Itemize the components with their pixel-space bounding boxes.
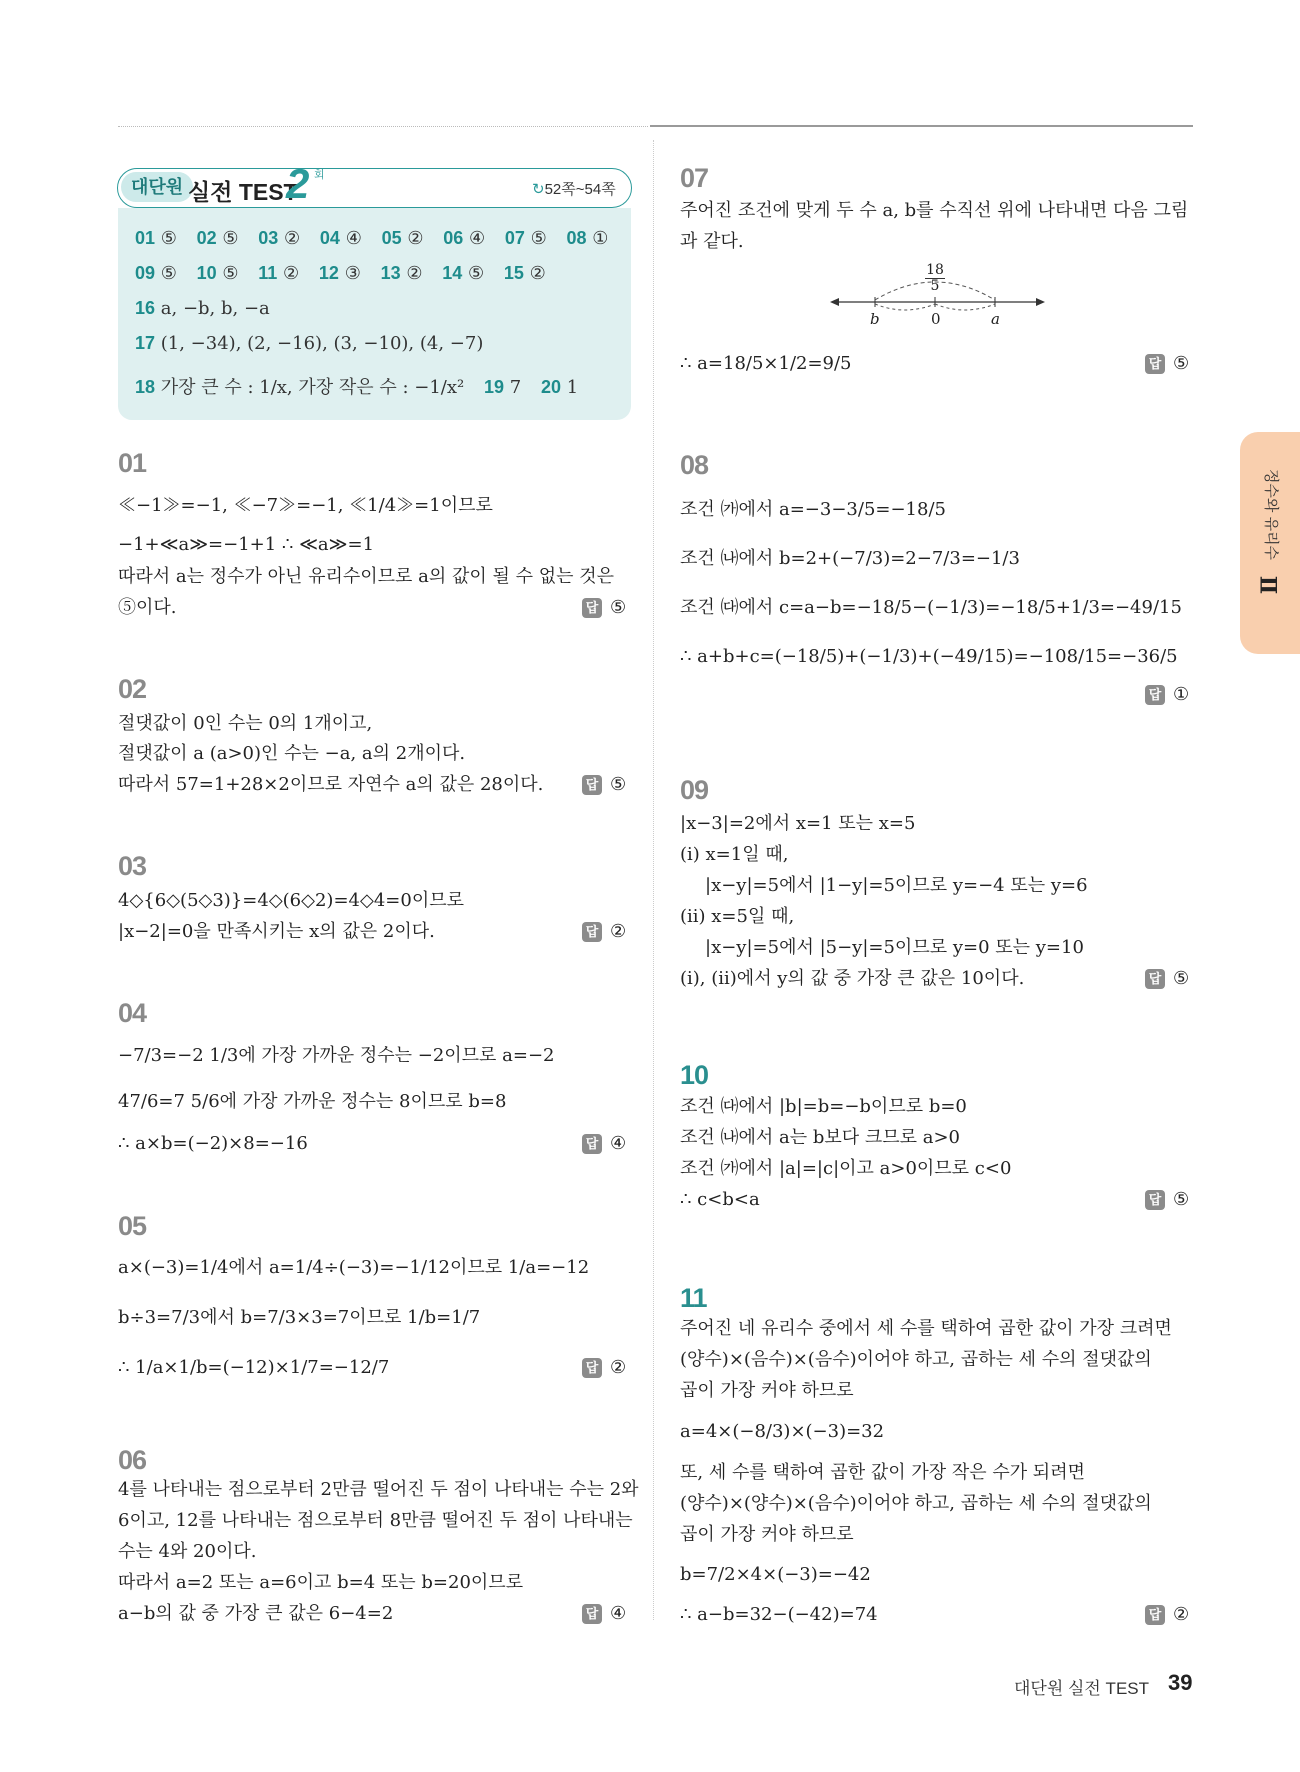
key-number: 05: [381, 228, 402, 248]
solution-line: 조건 ㈎에서 a=−3−3/5=−18/5: [680, 499, 946, 520]
solution-line: 절댓값이 a (a>0)인 수는 −a, a의 2개이다.: [118, 743, 466, 764]
answer-badge: 답: [1145, 1190, 1165, 1210]
answer-mark: [1145, 968, 1189, 989]
solution-line: 또, 세 수를 택하여 곱한 값이 가장 작은 수가 되려면: [680, 1462, 1085, 1483]
solution-line: |x−y|=5에서 |1−y|=5이므로 y=−4 또는 y=6: [705, 875, 1088, 896]
key-value: 가장 큰 수 : 1/x, 가장 작은 수 : −1/x²: [160, 377, 465, 398]
key-value: ⑤: [467, 263, 485, 284]
key-number: 12: [318, 263, 339, 283]
key-value: ⑤: [222, 263, 239, 284]
key-value: ②: [407, 228, 424, 249]
page-range-text: 52쪽~54쪽: [544, 181, 616, 198]
answer-badge: 답: [1145, 685, 1165, 705]
figure-top: 18: [926, 262, 944, 278]
half-arc-right: [935, 304, 995, 310]
solution-line: (ⅱ) x=5일 때,: [680, 906, 795, 927]
key-number: 06: [443, 228, 464, 248]
chapter-roman: Ⅱ: [1254, 575, 1281, 595]
solution-line: b÷3=7/3에서 b=7/3×3=7이므로 1/b=1/7: [118, 1307, 481, 1328]
answer-badge: 답: [582, 598, 602, 618]
arrow-right-icon: [1036, 298, 1045, 306]
solution-line: ∴ a−b=32−(−42)=74: [680, 1604, 878, 1625]
answer-badge: 답: [582, 775, 602, 795]
answer-mark: [1145, 1604, 1189, 1625]
problem-number: 07: [680, 163, 709, 193]
solution-line: 주어진 조건에 맞게 두 수 a, b를 수직선 위에 나타내면 다음 그림: [680, 200, 1189, 221]
answer-badge: 답: [582, 1134, 602, 1154]
header-title: 실전 TEST: [188, 179, 298, 205]
footer-label: 대단원 실전 TEST: [1014, 1679, 1150, 1698]
key-number: 16: [135, 298, 156, 318]
column-divider: [653, 140, 654, 1620]
key-value: ②: [406, 263, 423, 284]
key-number: 11: [258, 263, 278, 283]
key-value: ③: [344, 263, 361, 284]
answer-value: ②: [1173, 1604, 1190, 1625]
key-value: ②: [283, 263, 300, 284]
key-number: 09: [135, 263, 156, 283]
answer-key-row-2: [135, 263, 560, 284]
solution-line: 조건 ㈏에서 b=2+(−7/3)=2−7/3=−1/3: [680, 548, 1020, 569]
solution-line: 조건 ㈐에서 |b|=b=−b이므로 b=0: [680, 1096, 967, 1117]
problem-number: 08: [680, 450, 709, 480]
key-value: 1: [566, 377, 579, 398]
solution-line: b=7/2×4×(−3)=−42: [680, 1564, 871, 1585]
solution-line: 따라서 a는 정수가 아닌 유리수이므로 a의 값이 될 수 없는 것은: [118, 566, 614, 587]
key-value: ④: [468, 228, 486, 249]
answer-mark: [582, 921, 626, 942]
solution-line: a−b의 값 중 가장 큰 값은 6−4=2: [118, 1603, 394, 1624]
answer-mark: [582, 774, 626, 795]
answer-mark: [582, 597, 626, 618]
figure-label-zero: 0: [931, 310, 941, 328]
key-value: ②: [529, 263, 546, 284]
solution-line: ∴ a×b=(−2)×8=−16: [118, 1133, 308, 1154]
key-value: a, −b, b, −a: [160, 298, 270, 319]
solution-line: 조건 ㈎에서 |a|=|c|이고 a>0이므로 c<0: [680, 1158, 1012, 1179]
problem-number: 02: [118, 674, 147, 704]
answer-value: ⑤: [1173, 353, 1190, 374]
problem-number: 04: [118, 998, 147, 1028]
key-number: 08: [566, 228, 587, 248]
figure-label-b: b: [870, 310, 880, 328]
solution-line: 47/6=7 5/6에 가장 가까운 정수는 8이므로 b=8: [118, 1091, 507, 1112]
solution-line: −7/3=−2 1/3에 가장 가까운 정수는 −2이므로 a=−2: [118, 1045, 555, 1066]
top-rule-left: [118, 126, 648, 127]
solution-line: 곱이 가장 커야 하므로: [680, 1524, 854, 1545]
key-value: ⑤: [160, 263, 177, 284]
solution-line: 4를 나타내는 점으로부터 2만큼 떨어진 두 점이 나타내는 수는 2와: [118, 1479, 639, 1500]
header-round-suffix: 회: [314, 169, 325, 181]
answer-badge: 답: [1145, 354, 1165, 374]
key-number: 03: [258, 228, 279, 248]
half-arc-left: [875, 304, 935, 310]
key-number: 07: [504, 228, 525, 248]
solution-line: |x−2|=0을 만족시키는 x의 값은 2이다.: [118, 921, 435, 942]
solution-line: 4◇{6◇(5◇3)}=4◇(6◇2)=4◇4=0이므로: [118, 890, 464, 911]
key-value: ⑤: [222, 228, 239, 249]
answer-key-row-4: [135, 333, 497, 354]
solution-line: |x−3|=2에서 x=1 또는 x=5: [680, 813, 916, 834]
key-number: 20: [540, 377, 561, 397]
solution-line: 조건 ㈏에서 a는 b보다 크므로 a>0: [680, 1127, 961, 1148]
answer-badge: 답: [1145, 1605, 1165, 1625]
solution-line: ∴ a+b+c=(−18/5)+(−1/3)+(−49/15)=−108/15=−36/5: [680, 646, 1178, 667]
key-value: (1, −34), (2, −16), (3, −10), (4, −7): [160, 333, 484, 354]
solution-line: ⑤이다.: [118, 597, 177, 618]
problem-number: 10: [680, 1060, 709, 1090]
refresh-icon: ↻: [532, 181, 545, 198]
answer-value: ⑤: [610, 597, 627, 618]
answer-mark: [1145, 684, 1189, 705]
solution-line: ≪−1≫=−1, ≪−7≫=−1, ≪1/4≫=1이므로: [118, 495, 493, 516]
solution-line: |x−y|=5에서 |5−y|=5이므로 y=0 또는 y=10: [705, 937, 1084, 958]
answer-key-row-5: [135, 373, 592, 399]
top-rule-right: [650, 125, 1193, 127]
solution-line: a×(−3)=1/4에서 a=1/4÷(−3)=−1/12이므로 1/a=−12: [118, 1257, 590, 1278]
answer-badge: 답: [1145, 969, 1165, 989]
key-number: 02: [196, 228, 217, 248]
answer-value: ⑤: [1173, 968, 1190, 989]
problem-number: 03: [118, 851, 147, 881]
solution-line: 절댓값이 0인 수는 0의 1개이고,: [118, 713, 373, 734]
key-number: 18: [135, 377, 156, 397]
key-number: 04: [319, 228, 340, 248]
key-number: 01: [135, 228, 156, 248]
problem-number: 05: [118, 1211, 147, 1241]
key-number: 17: [135, 333, 156, 353]
header-badge: 대단원: [121, 172, 193, 202]
answer-mark: [1145, 1189, 1189, 1210]
answer-mark: [582, 1357, 626, 1378]
arrow-left-icon: [830, 298, 839, 306]
answer-badge: 답: [582, 922, 602, 942]
problem-number: 11: [680, 1283, 707, 1313]
figure-distance-label: [925, 263, 945, 294]
solution-line: 조건 ㈐에서 c=a−b=−18/5−(−1/3)=−18/5+1/3=−49/15: [680, 597, 1182, 618]
answer-key-row-1: [135, 228, 622, 249]
chapter-label: 정수와 유리수: [1262, 468, 1280, 561]
solution-line: −1+≪a≫=−1+1 ∴ ≪a≫=1: [118, 534, 375, 555]
problem-number: 01: [118, 448, 147, 478]
solution-line: (양수)×(음수)×(음수)이어야 하고, 곱하는 세 수의 절댓값의: [680, 1349, 1152, 1370]
solution-line: 수는 4와 20이다.: [118, 1541, 257, 1562]
solution-line: 따라서 a=2 또는 a=6이고 b=4 또는 b=20이므로: [118, 1572, 524, 1593]
key-number: 10: [196, 263, 217, 283]
answer-value: ②: [610, 921, 627, 942]
solution-line: 6이고, 12를 나타내는 점으로부터 8만큼 떨어진 두 점이 나타내는: [118, 1510, 633, 1531]
header-round: 2: [286, 160, 310, 207]
key-number: 13: [380, 263, 401, 283]
key-value: ④: [345, 228, 362, 249]
answer-mark: [582, 1603, 626, 1624]
key-number: 19: [483, 377, 505, 397]
answer-value: ①: [1173, 684, 1190, 705]
page-number: 39: [1168, 1670, 1193, 1695]
solution-line: ∴ 1/a×1/b=(−12)×1/7=−12/7: [118, 1357, 390, 1378]
solution-line: 주어진 네 유리수 중에서 세 수를 택하여 곱한 값이 가장 크려면: [680, 1318, 1172, 1339]
key-value: ⑤: [160, 228, 177, 249]
figure-bottom: 5: [930, 278, 940, 294]
key-value: ①: [592, 228, 609, 249]
answer-mark: [1145, 353, 1189, 374]
figure-label-a: a: [991, 310, 1000, 328]
answer-mark: [582, 1133, 626, 1154]
answer-value: ②: [610, 1357, 627, 1378]
key-number: 15: [503, 263, 524, 283]
key-number: 14: [442, 263, 463, 283]
problem-number: 06: [118, 1445, 147, 1475]
answer-value: ④: [610, 1603, 627, 1624]
solution-line: (ⅰ) x=1일 때,: [680, 844, 789, 865]
key-value: ⑤: [530, 228, 547, 249]
page-range: [532, 178, 616, 199]
solution-line: (양수)×(양수)×(음수)이어야 하고, 곱하는 세 수의 절댓값의: [680, 1493, 1152, 1514]
problem-number: 09: [680, 775, 709, 805]
answer-value: ⑤: [610, 774, 627, 795]
chapter-side-tab[interactable]: [1240, 432, 1300, 654]
key-value: ②: [284, 228, 301, 249]
solution-line: a=4×(−8/3)×(−3)=32: [680, 1421, 885, 1442]
solution-line: 과 같다.: [680, 231, 744, 252]
answer-key-row-3: [135, 298, 284, 319]
solution-line: 곱이 가장 커야 하므로: [680, 1380, 854, 1401]
solution-line: ∴ c<b<a: [680, 1189, 760, 1210]
answer-value: ④: [610, 1133, 627, 1154]
solution-line: ∴ a=18/5×1/2=9/5: [680, 353, 852, 374]
key-value: 7: [509, 377, 522, 398]
answer-value: ⑤: [1173, 1189, 1190, 1210]
answer-badge: 답: [582, 1604, 602, 1624]
solution-line: (ⅰ), (ⅱ)에서 y의 값 중 가장 큰 값은 10이다.: [680, 968, 1025, 989]
answer-badge: 답: [582, 1358, 602, 1378]
solution-line: 따라서 57=1+28×2이므로 자연수 a의 값은 28이다.: [118, 774, 544, 795]
